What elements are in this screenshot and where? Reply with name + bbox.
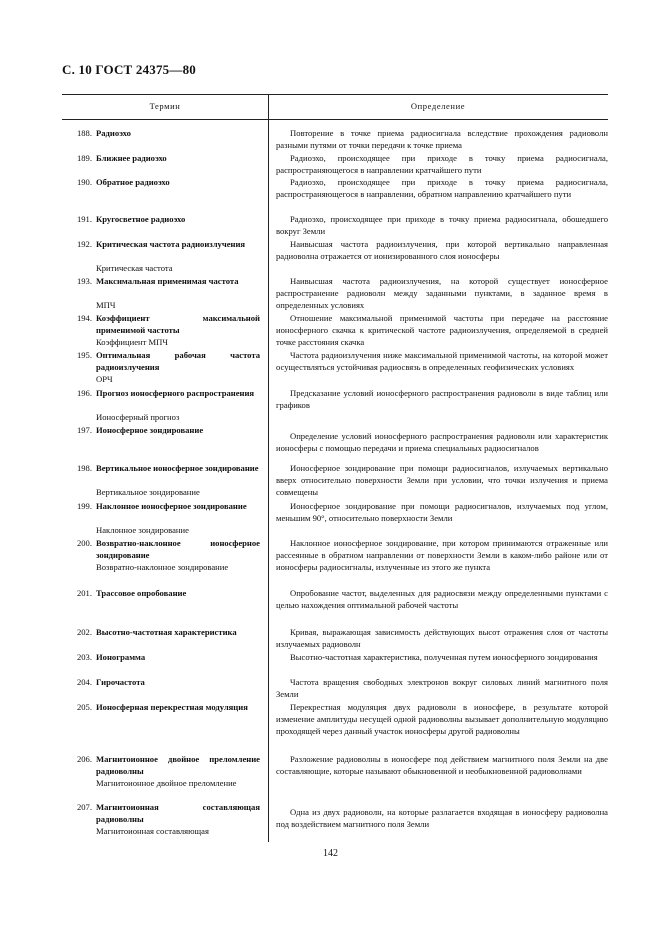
term-number: 207. [76, 802, 92, 812]
term-synonym: Ионосферный прогноз [96, 412, 180, 422]
term-definition: Разложение радиоволны в ионосфере под действием магнитного поля Земли на две составляющие, которые называют обыкновенной и необыкновенной радиоволнами [276, 754, 608, 777]
term-number: 196. [76, 388, 92, 398]
term-name: Прогноз ионосферного распространения [96, 388, 255, 398]
term-definition: Наивысшая частота радиоизлучения, при которой вертикально направленная радиоволна отражается от ионизированного слоя ионосферы [276, 239, 608, 262]
term-definition: Радиоэхо, происходящее при приходе в точку приема радиосигнала, обошедшего вокруг Земли [276, 214, 608, 237]
term-number: 202. [76, 627, 92, 637]
term-definition: Ионосферное зондирование при помощи радиосигналов, излучаемых вертикально вверх относительно поверхности Земли при условии, что точки излучения и приема совмещены [276, 463, 608, 498]
column-header-definition: Определение [410, 101, 466, 111]
term-definition: Радиоэхо, происходящее при приходе в точку приема радиосигнала, распространяющегося в направлении кратчайшего пути [276, 153, 608, 176]
term-number: 195. [76, 350, 92, 360]
term-number: 190. [76, 177, 92, 187]
term-synonym: Вертикальное зондирование [96, 487, 200, 497]
term-synonym: Магнитоионная составляющая [96, 826, 209, 836]
term-name: Ионосферное зондирование [96, 425, 204, 435]
term-name: Коэффициент максимальной применимой частоты [96, 313, 260, 336]
term-name: Трассовое опробование [96, 588, 187, 598]
term-definition: Определение условий ионосферного распространения радиоволн или характеристик ионосферы с помощью передачи и приема специальных радиосигналов [276, 431, 608, 454]
term-name: Оптимальная рабочая частота радиоизлучения [96, 350, 260, 373]
term-name: Обратное радиоэхо [96, 177, 170, 187]
term-number: 188. [76, 128, 92, 138]
term-synonym: Наклонное зондирование [96, 525, 189, 535]
term-number: 205. [76, 702, 92, 712]
table-top-rule [62, 94, 608, 95]
term-synonym: ОРЧ [96, 374, 113, 384]
term-definition: Кривая, выражающая зависимость действующих высот отражения слоя от частоты излучаемых радиоволн [276, 627, 608, 650]
table-header-rule [62, 119, 608, 120]
term-definition: Повторение в точке приема радиосигнала вследствие прохождения радиоволн разными путями от точки передачи к точке приема [276, 128, 608, 151]
term-name: Радиоэхо [96, 128, 131, 138]
term-number: 199. [76, 501, 92, 511]
term-number: 191. [76, 214, 92, 224]
term-synonym: Магнитоионное двойное преломление [96, 778, 237, 788]
page-header: С. 10 ГОСТ 24375—80 [62, 62, 196, 77]
term-number: 204. [76, 677, 92, 687]
term-name: Ближнее радиоэхо [96, 153, 167, 163]
page-number: 142 [323, 848, 338, 859]
term-definition: Высотно-частотная характеристика, полученная путем ионосферного зондирования [290, 652, 598, 662]
term-name: Кругосветное радиоэхо [96, 214, 186, 224]
term-synonym: МПЧ [96, 300, 116, 310]
term-definition: Наклонное ионосферное зондирование, при котором принимаются отраженные или рассеянные в обратном направлении от поверхности Земли в каком-либо районе или от ионосферы радиосигналы, излученные из этого же пункта [276, 538, 608, 573]
term-definition: Перекрестная модуляция двух радиоволн в ионосфере, в результате которой изменение амплитуды несущей одной радиоволны вызывает дополнительную модуляцию проходящей через данный участок ионосферы другой радиоволны [276, 702, 608, 737]
term-name: Максимальная применимая частота [96, 276, 239, 286]
term-name: Магнитоионная составляющая радиоволны [96, 802, 260, 825]
term-number: 194. [76, 313, 92, 323]
term-number: 192. [76, 239, 92, 249]
term-name: Гирочастота [96, 677, 145, 687]
term-number: 206. [76, 754, 92, 764]
term-definition: Одна из двух радиоволн, на которые разлагается входящая в ионосферу радиоволна под воздействием магнитного поля Земли [276, 807, 608, 830]
column-divider [268, 94, 269, 842]
term-number: 200. [76, 538, 92, 548]
term-definition: Частота вращения свободных электронов вокруг силовых линий магнитного поля Земли [276, 677, 608, 700]
term-definition: Предсказание условий ионосферного распространения радиоволн в виде таблиц или графиков [276, 388, 608, 411]
term-name: Ионограмма [96, 652, 146, 662]
term-definition: Ионосферное зондирование при помощи радиосигналов, излучаемых под углом, меньшим 90°, относительно поверхности Земли [276, 501, 608, 524]
term-number: 198. [76, 463, 92, 473]
term-definition: Наивысшая частота радиоизлучения, на которой существует ионосферное распространение радиоволн между заданными пунктами, в заданное время в определенных условиях [276, 276, 608, 311]
term-number: 189. [76, 153, 92, 163]
term-definition: Отношение максимальной применимой частоты при передаче на расстояние ионосферного скачка к критической частоте радиоизлучения, определяемой в средней точке расстояния скачка [276, 313, 608, 348]
term-name: Наклонное ионосферное зондирование [96, 501, 247, 511]
term-name: Возвратно-наклонное ионосферное зондирование [96, 538, 260, 561]
term-name: Магнитоионное двойное преломление радиоволны [96, 754, 260, 777]
column-header-term: Термин [149, 101, 181, 111]
term-definition: Частота радиоизлучения ниже максимальной применимой частоты, на которой может осуществляться устойчивая радиосвязь в определенных геофизических условиях [276, 350, 608, 373]
term-synonym: Критическая частота [96, 263, 173, 273]
term-name: Ионосферная перекрестная модуляция [96, 702, 248, 712]
term-definition: Радиоэхо, происходящее при приходе в точку приема радиосигнала, распространяющегося в направлении, обратном направлению кратчайшего пути [276, 177, 608, 200]
term-number: 203. [76, 652, 92, 662]
term-number: 193. [76, 276, 92, 286]
term-definition: Опробование частот, выделенных для радиосвязи между определенными пунктами с целью нахождения оптимальной рабочей частоты [276, 588, 608, 611]
term-synonym: Коэффициент МПЧ [96, 337, 168, 347]
term-number: 201. [76, 588, 92, 598]
term-name: Критическая частота радиоизлучения [96, 239, 246, 249]
term-synonym: Возвратно-наклонное зондирование [96, 562, 229, 572]
term-number: 197. [76, 425, 92, 435]
term-name: Высотно-частотная характеристика [96, 627, 237, 637]
term-name: Вертикальное ионосферное зондирование [96, 463, 259, 473]
